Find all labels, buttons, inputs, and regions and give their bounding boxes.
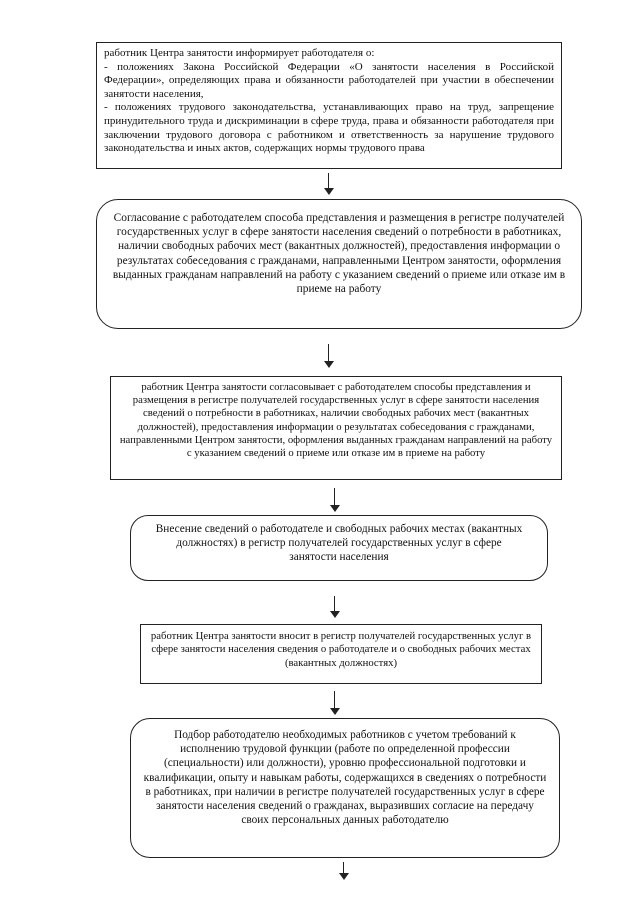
step-3-text: работник Центра занятости согласовывает с работодателем способы представления и размещения в регистре получателей государственных услуг в сфере занятости населения сведений о потребности в работниках, наличии свободных рабочих мест (вакантных должностей), предоставления информации о результатах собеседования с гражданами, направленными Центром занятости, оформления выданных гражданам направлений на работу с указанием сведений о приеме или отказе им в приеме на работу [119, 381, 553, 460]
arrow-3 [330, 488, 340, 512]
step-2-text: Согласование с работодателем способа представления и размещения в регистре получателей государственных услуг в сфере занятости населения сведений о потребности в работниках, наличии свободных рабочих мест (вакантных должностей), предоставления информации о результатах собеседования с гражданами, направленными Центром занятости, оформления выданных гражданам направлений на работу с указанием сведений о приеме или отказе им в приеме на работу [112, 212, 566, 296]
arrow-6 [339, 862, 349, 880]
step-5-box [140, 624, 542, 684]
step-5-text: работник Центра занятости вносит в регистр получателей государственных услуг в сфере занятости населения сведения о работодателе и о свободных рабочих местах (вакантных должностях) [150, 630, 532, 669]
arrow-2 [324, 344, 334, 368]
step-4-text: Внесение сведений о работодателе и свободных рабочих местах (вакантных должностях) в регистр получателей государственных услуг в сфере занятости населения [155, 523, 523, 563]
step-2-box [96, 199, 582, 329]
step-3-box [110, 376, 562, 480]
arrow-4 [330, 596, 340, 618]
arrow-5 [330, 691, 340, 715]
step-1-box [96, 42, 562, 169]
step-1-line-1: работник Центра занятости информирует работодателя о: [104, 47, 375, 59]
arrow-1 [324, 173, 334, 195]
step-4-box [130, 515, 548, 581]
step-6-text: Подбор работодателю необходимых работников с учетом требований к исполнению трудовой функции (работе по определенной профессии (специальности) или должности), уровню профессиональной подготовки и квалификации, опыту и навыкам работы, содержащихся в сведениях о потребности в работниках, при наличии в регистре получателей государственных услуг в сфере занятости населения сведений о гражданах, выразивших согласие на передачу своих персональных данных работодателю [143, 729, 547, 827]
step-1-line-3: - положениях трудового законодательства, устанавливающих право на труд, запрещение принудительного труда и дискриминации в сфере труда, права и обязанности работодателя при заключении трудового договора с работником и ответственность за нарушение трудового законодательства и иных актов, содержащих нормы трудового права [104, 101, 554, 155]
step-6-box [130, 718, 560, 858]
step-1-line-2: - положениях Закона Российской Федерации «О занятости населения в Российской Федерации», определяющих права и обязанности работодателей при участии в обеспечении занятости населения, [104, 60, 554, 100]
